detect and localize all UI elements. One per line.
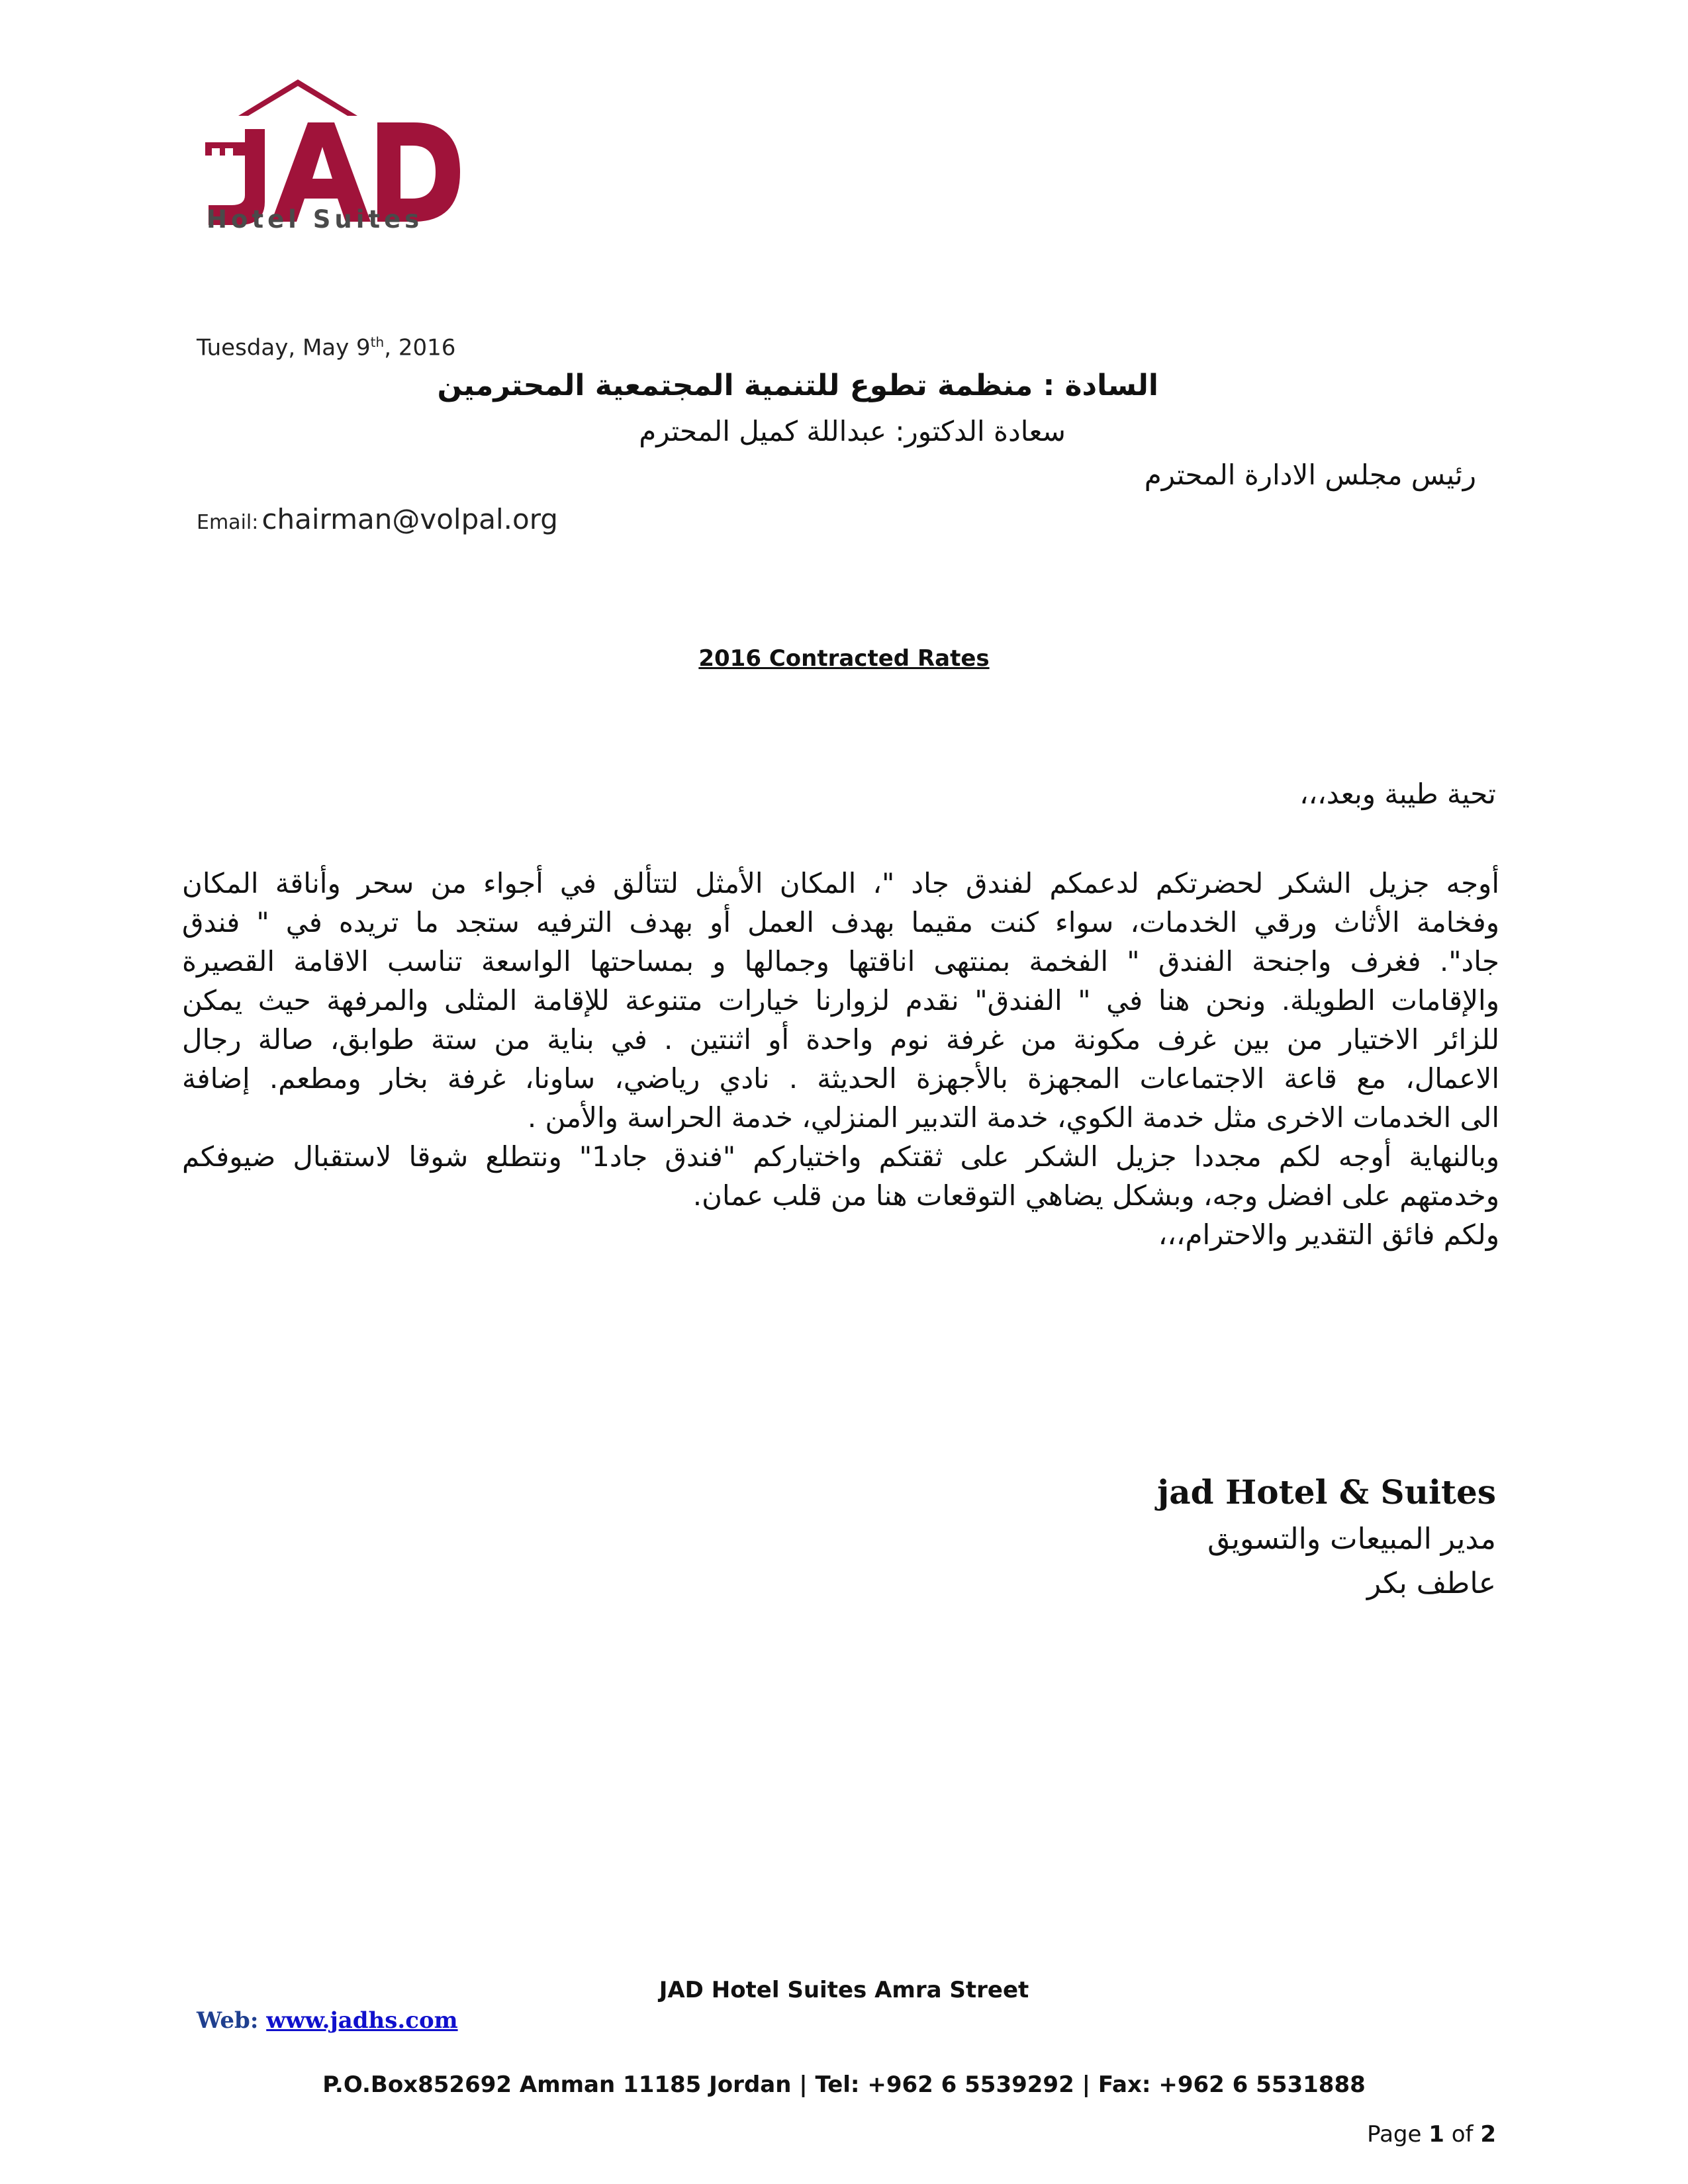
letter-date [197,334,455,361]
greeting: تحية طيبة وبعد،،، [1299,778,1496,810]
web-label: Web: [197,2007,259,2034]
signature-role: مدير المبيعات والتسويق [1207,1522,1496,1556]
letter-subject: 2016 Contracted Rates [698,645,990,672]
body-line: وبالنهاية أوجه لكم مجددا جزيل الشكر على ثقتكم واختياركم "فندق جاد1" ونتطلع شوقا لاستقبال ضيوفكم [182,1140,1499,1173]
date-ordinal-suffix: th [370,334,385,350]
email-line [197,503,558,535]
page-total: 2 [1480,2121,1496,2148]
body-line: جاد". فغرف واجنحة الفندق " الفخمة بمنتهى اناقتها وجمالها و بمساحتها الواسعة تناسب الاقامة القصيرة [182,945,1499,978]
letter-body [182,864,1499,1254]
date-tail: , 2016 [384,334,456,361]
body-line: الاعمال، مع قاعة الاجتماعات المجهزة بالأجهزة الحديثة . نادي رياضي، ساونا، غرفة بخار ومطعم. إضافة [182,1062,1499,1095]
page-current: 1 [1429,2121,1444,2148]
footer-address: JAD Hotel Suites Amra Street [659,1977,1029,2003]
page-of: of [1451,2121,1474,2148]
signature-company: jad Hotel & Suites [1157,1473,1496,1512]
body-line: الى الخدمات الاخرى مثل خدمة الكوي، خدمة التدبير المنزلي، خدمة الحراسة والأمن . [527,1101,1499,1134]
body-line: ولكم فائق التقدير والاحترام،،، [1158,1218,1499,1251]
body-line: والإقامات الطويلة. ونحن هنا في " الفندق" نقدم لزوارنا خيارات متنوعة للإقامة المثلى والمرفهة حيث يمكن [182,984,1499,1017]
email-label: Email: [197,511,259,534]
signature-name: عاطف بكر [1366,1567,1496,1600]
recipient-name: سعادة الدكتور: عبداللة كميل المحترم [639,415,1066,447]
body-line: وخدمتهم على افضل وجه، وبشكل يضاهي التوقعات هنا من قلب عمان. [692,1179,1499,1212]
footer-web [197,2007,458,2034]
recipient-title: رئيس مجلس الادارة المحترم [1144,459,1476,491]
page-word: Page [1367,2121,1422,2148]
email-address: chairman@volpal.org [261,503,558,535]
footer-contact: P.O.Box852692 Amman 11185 Jordan | Tel: +962 6 5539292 | Fax: +962 6 5531888 [322,2071,1366,2098]
body-line: وفخامة الأثاث ورقي الخدمات، سواء كنت مقيما بهدف العمل أو بهدف الترفيه ستجد ما تريده في " فندق [182,906,1499,938]
logo-subtitle: Hotel Suites [207,205,424,234]
website-link[interactable]: www.jadhs.com [266,2007,458,2034]
page-indicator [1367,2121,1496,2148]
body-line: للزائر الاختيار من بين غرف مكونة من غرفة نوم واحدة أو اثنتين . في بناية من ستة طوابق، صالة رجال [182,1023,1499,1056]
date-main: Tuesday, May 9 [197,334,371,361]
body-line: أوجه جزيل الشكر لحضرتكم لدعمكم لفندق جاد "، المكان الأمثل لتتألق في أجواء من سحر وأناقة المكان [182,867,1499,899]
recipient-organization: السادة : منظمة تطوع للتنمية المجتمعية المحترمين [437,369,1158,402]
